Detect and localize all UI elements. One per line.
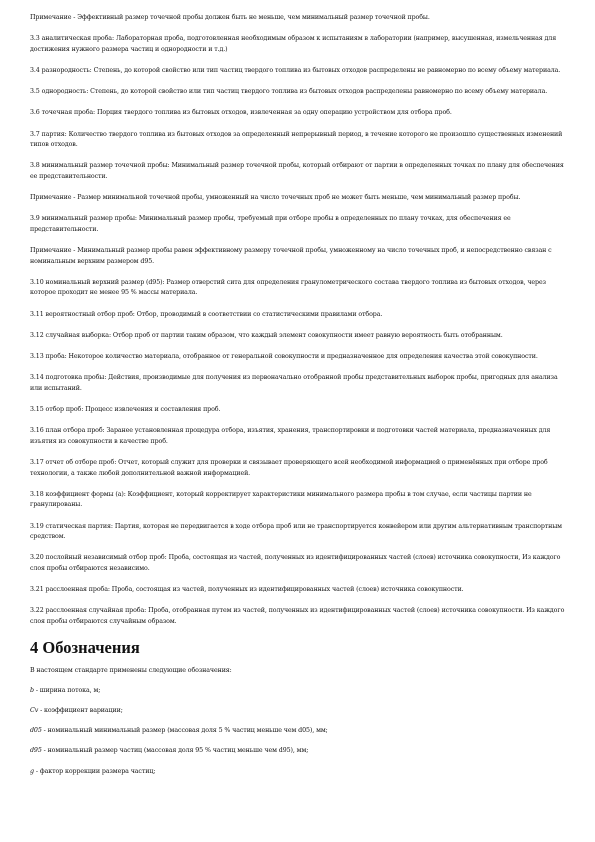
clause-number: 3.18 [30, 490, 46, 498]
term-name: случайная выборка [45, 331, 109, 339]
term-name: расслоенная проба [45, 586, 108, 594]
note-paragraph [30, 246, 565, 267]
term-name: отбор проб [45, 405, 82, 413]
clause-number: 3.16 [30, 427, 46, 435]
clause-number: 3.14 [30, 374, 46, 382]
term-name: проба [45, 353, 65, 360]
term-name: подготовка пробы [45, 374, 105, 382]
definition-paragraph [30, 66, 565, 77]
clause-number: 3.6 [30, 109, 42, 117]
symbol-description: - ширина потока, м; [33, 687, 101, 695]
definition-paragraph [30, 522, 565, 543]
paragraph-text: : Размер отверстий сита для определения гранулометрического состава твердого топлива из бытовых отходов, через которое проходит не менее 95 % массы материала. [30, 278, 546, 297]
clause-number: 3.15 [30, 405, 46, 413]
term-name: однородность [41, 88, 87, 96]
clause-number: 3.8 [30, 162, 42, 170]
clause-number: 3.7 [30, 130, 42, 138]
clause-number: 3.19 [30, 522, 46, 530]
paragraph-text: : Отбор, проводимый в соответствии со статистическими правилами отбора. [132, 310, 383, 318]
term-name: разнородность [41, 66, 90, 74]
symbol-definition [30, 746, 565, 757]
definition-paragraph [30, 373, 565, 394]
paragraph-text: : Порция твердого топлива из бытовых отходов, извлеченная за одну операцию устройством для отбора проб. [93, 109, 452, 117]
definition-paragraph [30, 310, 565, 321]
paragraph-text: Примечание - Размер минимальной точечной пробы, умноженный на число точечных проб не может быть меньше, чем минимальный размер пробы. [30, 194, 521, 202]
term-name: точечная проба [41, 109, 94, 117]
definition-paragraph [30, 87, 565, 98]
symbol: Cv [30, 707, 39, 715]
paragraph-text: : Заранее установленная процедура отбора, изъятия, хранения, транспортировки и подготовки частей материала, предназначенных для изъятия из совокупности в качестве проб. [30, 427, 551, 445]
definition-paragraph [30, 606, 565, 627]
clause-number: 3.4 [30, 66, 42, 74]
term-name: послойный независимый отбор проб [45, 554, 165, 562]
definition-paragraph [30, 352, 565, 363]
definition-paragraph [30, 490, 565, 511]
paragraph-text: : Партия, которая не передвигается в ходе отбора проб или не транспортируется конвейером или другим альтернативным транспортным средством. [30, 522, 562, 541]
paragraph-text: : Проба, состоящая из частей, полученных из идентифицированных частей (слоев) источника совокупности, Из каждого слоя пробы отбираются независимо. [30, 554, 561, 572]
term-name: коэффициент формы (a) [45, 490, 124, 498]
definition-paragraph [30, 405, 565, 416]
section-heading: 4 Обозначения [30, 638, 140, 658]
term-name: расслоенная случайная проба [45, 607, 145, 615]
symbol-definition [30, 767, 565, 778]
paragraph-text: : Степень, до которой свойство или тип частиц твердого топлива из бытовых отходов распределены не равномерно по всему объему материала. [89, 66, 561, 74]
term-name: вероятностный отбор проб [45, 310, 133, 318]
symbol-description: - номинальный размер частиц (массовая доля 95 % частиц меньше чем d95), мм; [41, 747, 309, 755]
symbol: d05 [30, 727, 42, 735]
definition-paragraph [30, 130, 565, 151]
paragraph-text: Примечание - Эффективный размер точечной пробы должен быть не меньше, чем минимальный размер точечной пробы. [30, 14, 430, 21]
symbol: d95 [30, 747, 42, 755]
paragraph-text: : Лабораторная проба, подготовленная необходимым образом к испытаниям в лаборатории (например, высушенная, измельченная для достижения нужного размера частиц и однородности и т.д.) [30, 35, 557, 53]
definition-paragraph [30, 331, 565, 342]
paragraph-text: : Отчет, который служит для проверки и связывает проверяющего всей необходимой информацией о применённых при отборе проб технологии, а также любой дополнительной важной информацией. [30, 458, 548, 477]
symbol-description: - коэффициент вариации; [38, 707, 123, 715]
paragraph-text: Примечание - Минимальный размер пробы равен эффективному размеру точечной пробы, умноженному на число точечных проб, и непосредственно связан с номинальным верхним размером d95. [30, 247, 552, 265]
paragraph-text: : Количество твердого топлива из бытовых отходов за определенный непрерывный период, в течение которого не произошло существенных изменений типов отходов. [30, 130, 563, 149]
paragraph-text: : Минимальный размер точечной пробы, который отбирают от партии в определенных точках по плану для обеспечения ее представительности. [30, 162, 564, 180]
definition-paragraph [30, 34, 565, 55]
term-name: план отбора проб [45, 427, 103, 435]
definition-paragraph [30, 426, 565, 447]
paragraph-text: : Действия, производимые для получения из первоначально отобранной пробы представительных выборок пробы, пригодных для анализа или испытаний. [30, 374, 558, 392]
paragraph-text: : Проба, состоящая из частей, полученных из идентифицированных частей (слоев) источника совокупности. [107, 586, 464, 594]
paragraph-text: : Степень, до которой свойство или тип частиц твердого топлива из бытовых отходов распределены равномерно по всему объему материала. [86, 88, 548, 96]
paragraph-text: : Проба, отобранная путем из частей, полученных из идентифицированных частей (слоев) источника совокупности. Из каждого слоя пробы отбираются случайным образом. [30, 607, 565, 625]
term-name: номинальный верхний размер (d95) [45, 278, 163, 286]
symbol-description: - фактор коррекции размера частиц; [33, 767, 156, 775]
section-intro: В настоящем стандарте применены следующие обозначения: [30, 667, 232, 675]
definition-paragraph [30, 214, 565, 235]
clause-number: 3.3 [30, 35, 42, 43]
clause-number: 3.21 [30, 586, 46, 594]
clause-number: 3.13 [30, 353, 46, 360]
definition-paragraph [30, 553, 565, 574]
definition-paragraph [30, 278, 565, 299]
term-name: отчет об отборе проб [45, 458, 115, 466]
symbol-definition [30, 726, 565, 737]
definition-paragraph [30, 458, 565, 479]
symbol: g [30, 767, 34, 775]
symbol: b [30, 687, 34, 695]
note-paragraph [30, 193, 565, 204]
definition-paragraph [30, 108, 565, 119]
paragraph-text: : Минимальный размер пробы, требуемый при отборе пробы в определенных по плану точках, для обеспечения ее представительности. [30, 215, 511, 233]
clause-number: 3.17 [30, 458, 46, 466]
symbol-definition [30, 706, 565, 717]
paragraph-text: : Коэффициент, который корректирует характеристики минимального размера пробы в том случае, если частицы партии не гранулированы. [30, 490, 532, 509]
term-name: партия [41, 130, 65, 138]
term-name: статическая партия [45, 522, 111, 530]
paragraph-text: : Некоторое количество материала, отобранное от генеральной совокупности и предназначенное для определения качества этой совокупности. [64, 353, 538, 360]
note-paragraph [30, 13, 565, 24]
definition-paragraph [30, 161, 565, 182]
term-name: минимальный размер пробы [41, 215, 135, 223]
symbol-definition [30, 686, 565, 697]
clause-number: 3.22 [30, 607, 46, 615]
paragraph-text: : Отбор проб от партии таким образом, что каждый элемент совокупности имеет равную вероятность быть отобранным. [108, 331, 503, 339]
term-name: минимальный размер точечной пробы [41, 162, 168, 170]
clause-number: 3.11 [30, 310, 46, 318]
clause-number: 3.12 [30, 331, 46, 339]
term-name: аналитическая проба [41, 35, 112, 43]
definition-paragraph [30, 585, 565, 596]
clause-number: 3.5 [30, 88, 42, 96]
symbol-description: - номинальный минимальный размер (массовая доля 5 % частиц меньше чем d05), мм; [41, 727, 328, 735]
clause-number: 3.10 [30, 278, 46, 286]
clause-number: 3.20 [30, 554, 46, 562]
paragraph-text: : Процесс извлечения и составления проб. [81, 405, 221, 413]
clause-number: 3.9 [30, 215, 42, 223]
